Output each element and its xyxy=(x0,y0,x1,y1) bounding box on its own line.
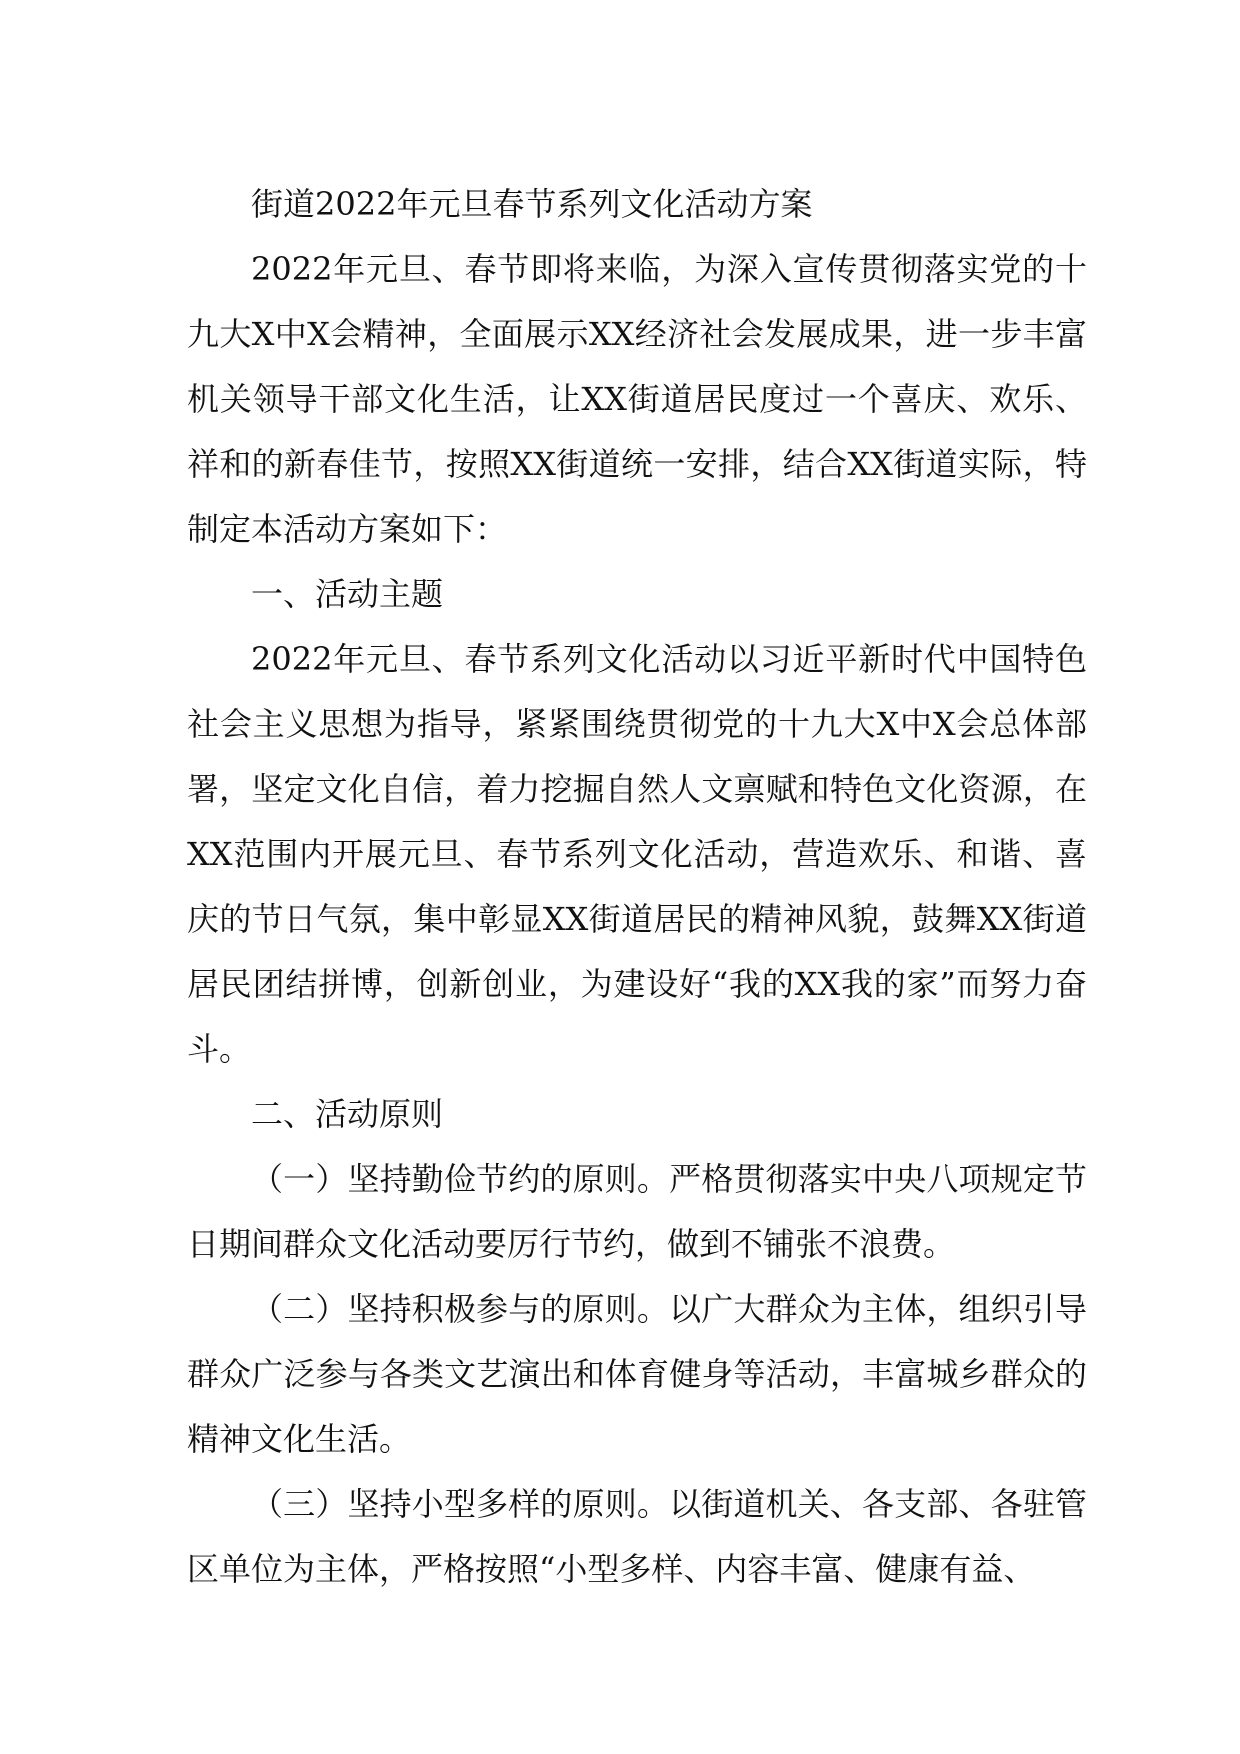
document-title: 街道2022年元旦春节系列文化活动方案 xyxy=(251,185,813,223)
section-heading-theme: 一、活动主题 xyxy=(251,575,444,613)
section-body-theme: 2022年元旦、春节系列文化活动以习近平新时代中国特色社会主义思想为指导，紧紧围绕贯彻党的十九大X中X会总体部署，坚定文化自信，着力挖掘自然人文禀赋和特色文化资源，在XX范围内开展元旦、春节系列文化活动，营造欢乐、和谐、喜庆的节日气氛，集中彰显XX街道居民的精神风貌，鼓舞XX街道居民团结拼博，创新创业，为建设好“我的XX我的家”而努力奋斗。 xyxy=(187,640,1087,1068)
principle-item: （二）坚持积极参与的原则。以广大群众为主体，组织引导群众广泛参与各类文艺演出和体育健身等活动，丰富城乡群众的精神文化生活。 xyxy=(187,1290,1087,1458)
intro-paragraph: 2022年元旦、春节即将来临，为深入宣传贯彻落实党的十九大X中X会精神，全面展示XX经济社会发展成果，进一步丰富机关领导干部文化生活，让XX街道居民度过一个喜庆、欢乐、祥和的新春佳节，按照XX街道统一安排，结合XX街道实际，特制定本活动方案如下： xyxy=(187,250,1087,548)
principle-item: （一）坚持勤俭节约的原则。严格贯彻落实中央八项规定节日期间群众文化活动要厉行节约，做到不铺张不浪费。 xyxy=(187,1160,1087,1263)
document-body xyxy=(187,172,1087,1602)
section-heading-principles: 二、活动原则 xyxy=(251,1095,444,1133)
principle-item: （三）坚持小型多样的原则。以街道机关、各支部、各驻管区单位为主体，严格按照“小型多样、内容丰富、健康有益、 xyxy=(187,1485,1087,1588)
